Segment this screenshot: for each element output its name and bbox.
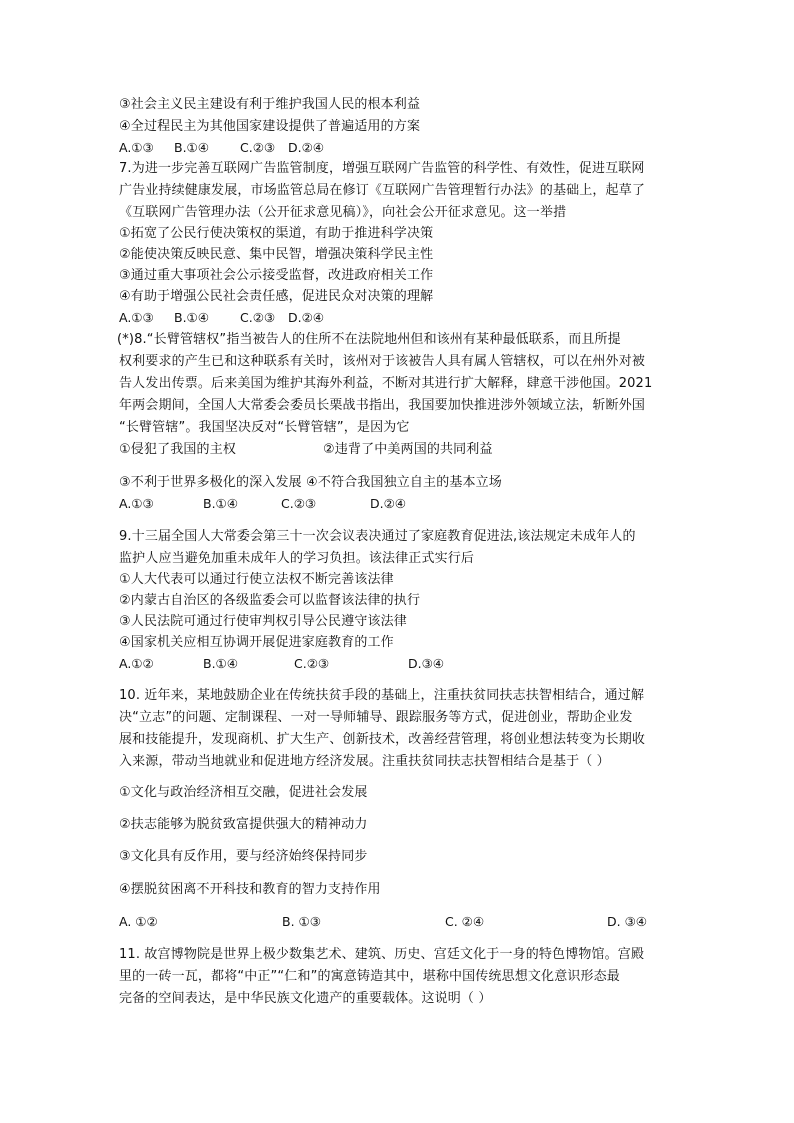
q8-statement-1: ①侵犯了我国的主权 (119, 442, 237, 457)
q11-stem-line: 完备的空间表达，是中华民族文化遗产的重要载体。这说明（ ） (119, 991, 492, 1006)
q7-option-d: D.②④ (288, 310, 325, 325)
q9-statement-3: ③人民法院可通过行使审判权引导公民遵守该法律 (119, 614, 407, 629)
q10-statement-2: ②扶志能够为脱贫致富提供强大的精神动力 (119, 817, 368, 832)
q8-stem-line: “长臂管辖”。我国坚决反对“长臂管辖”，是因为它 (119, 420, 410, 435)
q8-statement-3-4: ③不利于世界多极化的深入发展 ④不符合我国独立自主的基本立场 (119, 475, 502, 490)
q9-stem-line: 监护人应当避免加重未成年人的学习负担。该法律正式实行后 (119, 551, 475, 566)
q9-statement-2: ②内蒙古自治区的各级监委会可以监督该法律的执行 (119, 593, 421, 608)
q8-option-b: B.①④ (203, 496, 238, 511)
q6-option-a: A.①③ (119, 140, 154, 155)
q9-option-a: A.①② (119, 656, 154, 671)
q7-option-c: C.②③ (240, 310, 276, 325)
q10-option-c: C. ②④ (445, 914, 485, 929)
q8-option-c: C.②③ (281, 496, 317, 511)
q9-statement-1: ①人大代表可以通过行使立法权不断完善该法律 (119, 572, 394, 587)
q10-statement-3: ③文化具有反作用，要与经济始终保持同步 (119, 849, 368, 864)
q10-statement-4: ④摆脱贫困离不开科技和教育的智力支持作用 (119, 882, 381, 897)
q7-stem-line: 《互联网广告管理办法（公开征求意见稿）》，向社会公开征求意见。这一举措 (119, 205, 567, 220)
q7-stem-line: 广告业持续健康发展，市场监管总局在修订《互联网广告管理暂行办法》的基础上，起草了 (119, 183, 646, 198)
q10-stem-line: 决“立志”的问题、定制课程、一对一导师辅导、跟踪服务等方式，促进创业，帮助企业发 (119, 710, 633, 725)
q8-statement-2: ②违背了中美两国的共同利益 (323, 442, 493, 457)
q8-option-d: D.②④ (370, 496, 407, 511)
q7-option-b: B.①④ (174, 310, 209, 325)
q7-stem-line: 7.为进一步完善互联网广告监管制度，增强互联网广告监管的科学性、有效性，促进互联网 (119, 161, 645, 176)
q6-option-b: B.①④ (174, 140, 209, 155)
q8-stem-line: 年两会期间，全国人大常委会委员长栗战书指出，我国要加快推进涉外领域立法，斩断外国 (119, 398, 646, 413)
q10-stem-line: 10. 近年来，某地鼓励企业在传统扶贫手段的基础上，注重扶贫同扶志扶智相结合，通过解 (119, 688, 645, 703)
q6-statement-4: ④全过程民主为其他国家建设提供了普遍适用的方案 (119, 119, 421, 134)
q6-option-c: C.②③ (240, 140, 276, 155)
q10-option-a: A. ①② (119, 914, 158, 929)
q7-statement-4: ④有助于增强公民社会责任感，促进民众对决策的理解 (119, 289, 434, 304)
q6-statement-3: ③社会主义民主建设有利于维护我国人民的根本利益 (119, 97, 421, 112)
q8-stem-line: 告人发出传票。后来美国为维护其海外利益，不断对其进行扩大解释，肆意干涉他国。2021 (119, 376, 653, 391)
q8-stem-line: (*)8.“长臂管辖权”指当被告人的住所不在法院地州但和该州有某种最低联系，而且所提 (117, 332, 621, 347)
q10-option-d: D. ③④ (607, 914, 647, 929)
q7-statement-1: ①拓宽了公民行使决策权的渠道，有助于推进科学决策 (119, 226, 434, 241)
q8-option-a: A.①③ (119, 496, 154, 511)
q7-option-a: A.①③ (119, 310, 154, 325)
q10-statement-1: ①文化与政治经济相互交融，促进社会发展 (119, 785, 368, 800)
q7-statement-2: ②能使决策反映民意、集中民智，增强决策科学民主性 (119, 247, 434, 262)
q11-stem-line: 11. 故宫博物院是世界上极少数集艺术、建筑、历史、宫廷文化于一身的特色博物馆。宫殿 (119, 947, 645, 962)
q6-option-d: D.②④ (288, 140, 325, 155)
q8-stem-line: 权利要求的产生已和这种联系有关时，该州对于该被告人具有属人管辖权，可以在州外对被 (119, 354, 646, 369)
q9-option-b: B.①④ (203, 656, 238, 671)
q9-stem-line: 9.十三届全国人大常委会第三十一次会议表决通过了家庭教育促进法,该法规定未成年人的 (119, 529, 636, 544)
q10-option-b: B. ①③ (282, 914, 321, 929)
q10-stem-line: 入来源，带动当地就业和促进地方经济发展。注重扶贫同扶志扶智相结合是基于（ ） (119, 754, 610, 769)
q10-stem-line: 展和技能提升，发现商机、扩大生产、创新技术，改善经营管理，将创业想法转变为长期收 (119, 732, 646, 747)
q9-statement-4: ④国家机关应相互协调开展促进家庭教育的工作 (119, 635, 394, 650)
q9-option-d: D.③④ (408, 656, 445, 671)
q9-option-c: C.②③ (294, 656, 330, 671)
q7-statement-3: ③通过重大事项社会公示接受监督，改进政府相关工作 (119, 268, 434, 283)
q11-stem-line: 里的一砖一瓦，都将“中正”“仁和”的寓意铸造其中，堪称中国传统思想文化意识形态最 (119, 969, 620, 984)
